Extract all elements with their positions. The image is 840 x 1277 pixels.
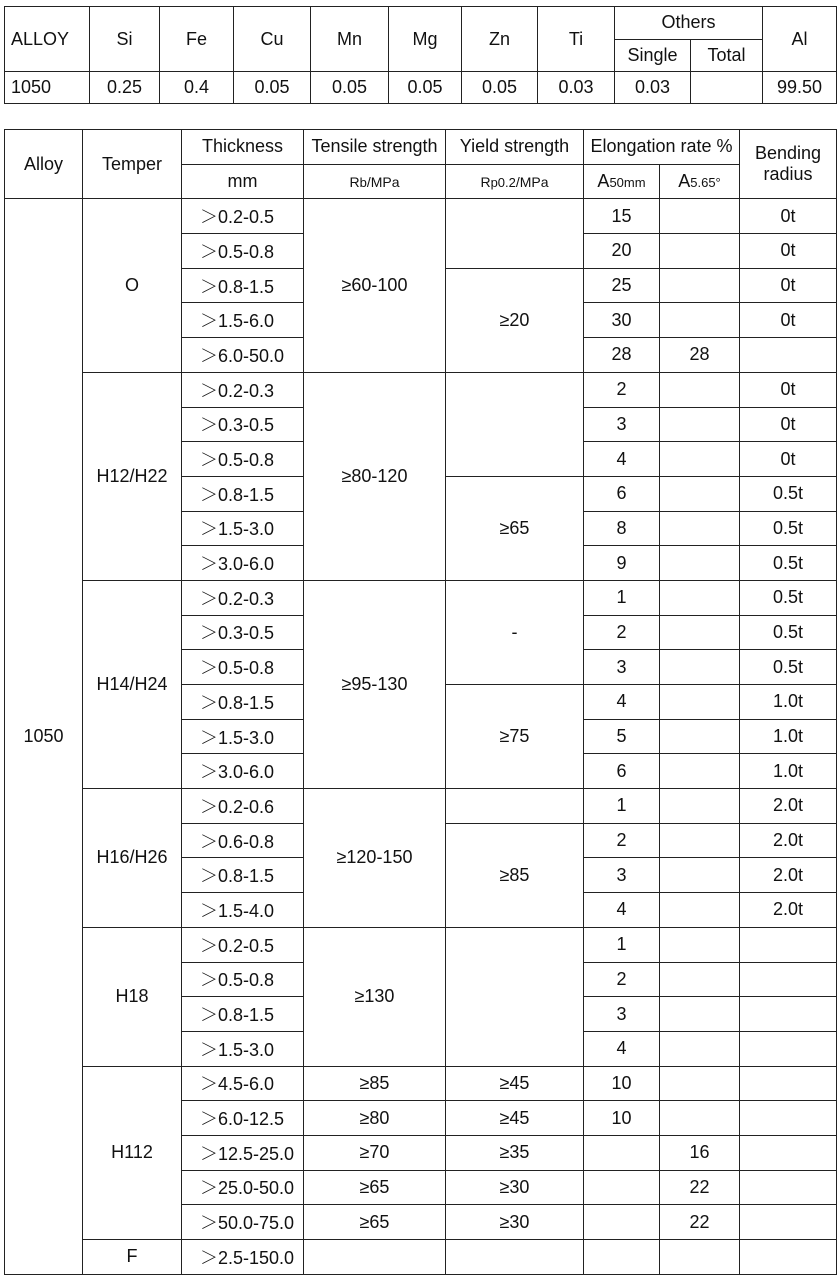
tensile-cell: ≥130 xyxy=(304,927,446,1066)
cell-zn: 0.05 xyxy=(462,72,538,104)
elongation-a50-cell: 1 xyxy=(584,789,660,824)
elongation-a50-cell: 30 xyxy=(584,303,660,338)
elongation-a565-cell xyxy=(660,1066,740,1101)
col-header-si: Si xyxy=(90,7,160,72)
thickness-cell: ＞1.5-4.0 xyxy=(182,893,304,928)
yield-cell xyxy=(446,372,584,476)
bending-radius-cell: 0.5t xyxy=(740,546,837,581)
elongation-a565-cell xyxy=(660,927,740,962)
elongation-a565-cell xyxy=(660,719,740,754)
col-header-yield-unit xyxy=(446,164,584,199)
elongation-a50-cell: 4 xyxy=(584,685,660,720)
elongation-a565-cell: 16 xyxy=(660,1135,740,1170)
elongation-a50-cell: 9 xyxy=(584,546,660,581)
col-header-tensile: Tensile strength xyxy=(304,130,446,165)
yield-cell xyxy=(446,789,584,824)
thickness-cell: ＞0.8-1.5 xyxy=(182,858,304,893)
col-header-mg: Mg xyxy=(389,7,462,72)
col-header-others: Others xyxy=(615,7,763,40)
yield-cell: ≥35 xyxy=(446,1135,584,1170)
bending-radius-cell: 0.5t xyxy=(740,580,837,615)
thickness-cell: ＞1.5-3.0 xyxy=(182,719,304,754)
elongation-a50-cell: 28 xyxy=(584,338,660,373)
thickness-cell: ＞1.5-6.0 xyxy=(182,303,304,338)
elongation-a565-cell xyxy=(660,1101,740,1136)
thickness-cell: ＞6.0-12.5 xyxy=(182,1101,304,1136)
table-row xyxy=(5,1066,837,1101)
cell-si: 0.25 xyxy=(90,72,160,104)
elongation-a50-cell: 25 xyxy=(584,268,660,303)
elongation-a50-cell: 2 xyxy=(584,372,660,407)
elongation-a50-cell: 4 xyxy=(584,1031,660,1066)
yield-cell: ≥85 xyxy=(446,823,584,927)
table-row xyxy=(5,1240,837,1275)
col-header-a565 xyxy=(660,164,740,199)
cell-fe: 0.4 xyxy=(160,72,234,104)
bending-radius-cell: 0.5t xyxy=(740,476,837,511)
yield-cell: ≥65 xyxy=(446,476,584,580)
yield-symbol: R xyxy=(480,173,491,190)
elongation-a565-cell xyxy=(660,199,740,234)
elongation-a565-cell xyxy=(660,303,740,338)
elongation-a565-cell xyxy=(660,546,740,581)
thickness-cell: ＞0.8-1.5 xyxy=(182,476,304,511)
elongation-a50-cell: 2 xyxy=(584,962,660,997)
yield-cell: ≥20 xyxy=(446,268,584,372)
temper-cell: H12/H22 xyxy=(83,372,182,580)
bending-radius-cell: 0t xyxy=(740,199,837,234)
bending-radius-cell: 0t xyxy=(740,234,837,269)
bending-radius-cell xyxy=(740,997,837,1032)
tensile-symbol: R xyxy=(349,173,360,190)
bending-radius-cell xyxy=(740,338,837,373)
elongation-a565-cell xyxy=(660,789,740,824)
thickness-cell: ＞0.2-0.5 xyxy=(182,199,304,234)
elongation-a50-cell: 6 xyxy=(584,476,660,511)
col-header-alloy: Alloy xyxy=(5,130,83,199)
thickness-cell: ＞0.2-0.3 xyxy=(182,372,304,407)
col-header-single: Single xyxy=(615,39,691,72)
tensile-cell: ≥60-100 xyxy=(304,199,446,372)
elongation-a50-cell xyxy=(584,1205,660,1240)
bending-radius-cell xyxy=(740,1170,837,1205)
elongation-a565-cell xyxy=(660,1031,740,1066)
tensile-cell: ≥95-130 xyxy=(304,580,446,788)
tensile-cell xyxy=(304,1240,446,1275)
thickness-cell: ＞2.5-150.0 xyxy=(182,1240,304,1275)
a565-subscript: 5.65° xyxy=(690,175,721,191)
elongation-a565-cell xyxy=(660,372,740,407)
elongation-a50-cell: 8 xyxy=(584,511,660,546)
tensile-cell: ≥65 xyxy=(304,1205,446,1240)
col-header-yield: Yield strength xyxy=(446,130,584,165)
thickness-cell: ＞50.0-75.0 xyxy=(182,1205,304,1240)
thickness-cell: ＞0.8-1.5 xyxy=(182,685,304,720)
bending-radius-cell: 2.0t xyxy=(740,823,837,858)
temper-cell: H18 xyxy=(83,927,182,1066)
bending-radius-cell: 0t xyxy=(740,407,837,442)
table-row xyxy=(5,789,837,824)
yield-cell xyxy=(446,1240,584,1275)
tensile-subscript: b xyxy=(359,174,367,190)
thickness-cell: ＞0.5-0.8 xyxy=(182,234,304,269)
yield-unit: /MPa xyxy=(515,173,549,190)
tensile-cell: ≥80 xyxy=(304,1101,446,1136)
tensile-cell: ≥80-120 xyxy=(304,372,446,580)
elongation-a50-cell: 10 xyxy=(584,1066,660,1101)
elongation-a50-cell xyxy=(584,1240,660,1275)
table-row xyxy=(5,927,837,962)
bending-radius-cell xyxy=(740,927,837,962)
composition-header-row xyxy=(5,7,837,40)
tensile-cell: ≥120-150 xyxy=(304,789,446,928)
yield-cell: ≥45 xyxy=(446,1066,584,1101)
a50-symbol: A xyxy=(597,171,610,192)
thickness-cell: ＞4.5-6.0 xyxy=(182,1066,304,1101)
thickness-cell: ＞6.0-50.0 xyxy=(182,338,304,373)
cell-cu: 0.05 xyxy=(234,72,311,104)
elongation-a565-cell xyxy=(660,442,740,477)
col-header-elongation: Elongation rate % xyxy=(584,130,740,165)
temper-cell: F xyxy=(83,1240,182,1275)
thickness-cell: ＞0.3-0.5 xyxy=(182,615,304,650)
bending-radius-cell: 2.0t xyxy=(740,789,837,824)
composition-table xyxy=(4,6,837,104)
bending-label-line2: radius xyxy=(763,164,813,185)
yield-cell: ≥75 xyxy=(446,685,584,789)
thickness-cell: ＞1.5-3.0 xyxy=(182,1031,304,1066)
elongation-a565-cell xyxy=(660,1240,740,1275)
col-header-temper: Temper xyxy=(83,130,182,199)
elongation-a565-cell xyxy=(660,234,740,269)
col-header-fe: Fe xyxy=(160,7,234,72)
elongation-a50-cell: 3 xyxy=(584,407,660,442)
elongation-a50-cell: 5 xyxy=(584,719,660,754)
bending-radius-cell: 0t xyxy=(740,372,837,407)
cell-single: 0.03 xyxy=(615,72,691,104)
temper-cell: H14/H24 xyxy=(83,580,182,788)
thickness-cell: ＞1.5-3.0 xyxy=(182,511,304,546)
elongation-a565-cell xyxy=(660,823,740,858)
col-header-a50 xyxy=(584,164,660,199)
table-row xyxy=(5,372,837,407)
col-header-mn: Mn xyxy=(311,7,389,72)
yield-cell: ≥45 xyxy=(446,1101,584,1136)
col-header-bending xyxy=(740,130,837,199)
elongation-a50-cell: 4 xyxy=(584,442,660,477)
bending-radius-cell xyxy=(740,1066,837,1101)
a565-symbol: A xyxy=(678,171,691,192)
bending-radius-cell xyxy=(740,1135,837,1170)
bending-radius-cell xyxy=(740,1205,837,1240)
elongation-a565-cell xyxy=(660,476,740,511)
thickness-cell: ＞25.0-50.0 xyxy=(182,1170,304,1205)
bending-radius-cell xyxy=(740,962,837,997)
yield-cell: ≥30 xyxy=(446,1205,584,1240)
bending-radius-cell: 0.5t xyxy=(740,511,837,546)
table-row xyxy=(5,199,837,234)
elongation-a565-cell xyxy=(660,511,740,546)
bending-radius-cell: 1.0t xyxy=(740,685,837,720)
tensile-cell: ≥70 xyxy=(304,1135,446,1170)
bending-radius-cell: 1.0t xyxy=(740,754,837,789)
thickness-cell: ＞0.5-0.8 xyxy=(182,962,304,997)
elongation-a565-cell xyxy=(660,407,740,442)
bending-radius-cell: 2.0t xyxy=(740,858,837,893)
mechanical-header-row xyxy=(5,130,837,165)
table-row xyxy=(5,580,837,615)
elongation-a50-cell xyxy=(584,1135,660,1170)
cell-mn: 0.05 xyxy=(311,72,389,104)
tensile-cell: ≥65 xyxy=(304,1170,446,1205)
elongation-a565-cell xyxy=(660,962,740,997)
thickness-cell: ＞0.5-0.8 xyxy=(182,442,304,477)
bending-radius-cell: 0t xyxy=(740,268,837,303)
tensile-cell: ≥85 xyxy=(304,1066,446,1101)
elongation-a50-cell: 2 xyxy=(584,615,660,650)
elongation-a565-cell xyxy=(660,685,740,720)
elongation-a565-cell xyxy=(660,268,740,303)
elongation-a50-cell xyxy=(584,1170,660,1205)
col-header-thickness-unit: mm xyxy=(182,164,304,199)
elongation-a50-cell: 6 xyxy=(584,754,660,789)
cell-total xyxy=(691,72,763,104)
col-header-ti: Ti xyxy=(538,7,615,72)
yield-subscript: p0.2 xyxy=(490,174,516,190)
a50-subscript: 50mm xyxy=(609,175,646,191)
elongation-a50-cell: 2 xyxy=(584,823,660,858)
col-header-total: Total xyxy=(691,39,763,72)
temper-cell: H16/H26 xyxy=(83,789,182,928)
temper-cell: H112 xyxy=(83,1066,182,1239)
bending-radius-cell xyxy=(740,1101,837,1136)
bending-radius-cell: 2.0t xyxy=(740,893,837,928)
col-header-alloy: ALLOY xyxy=(5,7,90,72)
bending-radius-cell: 0t xyxy=(740,442,837,477)
elongation-a565-cell xyxy=(660,858,740,893)
col-header-thickness: Thickness xyxy=(182,130,304,165)
elongation-a50-cell: 3 xyxy=(584,997,660,1032)
elongation-a50-cell: 1 xyxy=(584,927,660,962)
yield-cell xyxy=(446,927,584,1066)
thickness-cell: ＞3.0-6.0 xyxy=(182,754,304,789)
temper-cell: O xyxy=(83,199,182,372)
thickness-cell: ＞0.5-0.8 xyxy=(182,650,304,685)
thickness-cell: ＞12.5-25.0 xyxy=(182,1135,304,1170)
elongation-a565-cell: 22 xyxy=(660,1205,740,1240)
bending-radius-cell: 0t xyxy=(740,303,837,338)
col-header-zn: Zn xyxy=(462,7,538,72)
thickness-cell: ＞0.2-0.3 xyxy=(182,580,304,615)
thickness-cell: ＞0.8-1.5 xyxy=(182,997,304,1032)
elongation-a50-cell: 3 xyxy=(584,858,660,893)
bending-radius-cell: 0.5t xyxy=(740,650,837,685)
yield-cell: ≥30 xyxy=(446,1170,584,1205)
elongation-a50-cell: 1 xyxy=(584,580,660,615)
cell-alloy: 1050 xyxy=(5,72,90,104)
elongation-a50-cell: 15 xyxy=(584,199,660,234)
thickness-cell: ＞0.8-1.5 xyxy=(182,268,304,303)
bending-radius-cell: 1.0t xyxy=(740,719,837,754)
yield-cell xyxy=(446,199,584,268)
cell-mg: 0.05 xyxy=(389,72,462,104)
thickness-cell: ＞0.2-0.6 xyxy=(182,789,304,824)
thickness-cell: ＞0.3-0.5 xyxy=(182,407,304,442)
col-header-tensile-unit xyxy=(304,164,446,199)
elongation-a565-cell xyxy=(660,580,740,615)
cell-ti: 0.03 xyxy=(538,72,615,104)
tensile-unit: /MPa xyxy=(366,173,400,190)
yield-cell: - xyxy=(446,580,584,684)
col-header-cu: Cu xyxy=(234,7,311,72)
elongation-a565-cell xyxy=(660,893,740,928)
elongation-a565-cell xyxy=(660,650,740,685)
bending-radius-cell: 0.5t xyxy=(740,615,837,650)
elongation-a565-cell xyxy=(660,754,740,789)
elongation-a50-cell: 20 xyxy=(584,234,660,269)
elongation-a50-cell: 10 xyxy=(584,1101,660,1136)
bending-radius-cell xyxy=(740,1031,837,1066)
thickness-cell: ＞3.0-6.0 xyxy=(182,546,304,581)
mechanical-properties-table xyxy=(4,129,837,1275)
bending-label-line1: Bending xyxy=(754,143,822,164)
bending-radius-cell xyxy=(740,1240,837,1275)
elongation-a50-cell: 3 xyxy=(584,650,660,685)
cell-al: 99.50 xyxy=(763,72,837,104)
thickness-cell: ＞0.6-0.8 xyxy=(182,823,304,858)
alloy-cell: 1050 xyxy=(5,199,83,1274)
elongation-a565-cell: 28 xyxy=(660,338,740,373)
col-header-al: Al xyxy=(763,7,837,72)
elongation-a565-cell: 22 xyxy=(660,1170,740,1205)
elongation-a565-cell xyxy=(660,997,740,1032)
composition-data-row xyxy=(5,72,837,104)
elongation-a565-cell xyxy=(660,615,740,650)
thickness-cell: ＞0.2-0.5 xyxy=(182,927,304,962)
elongation-a50-cell: 4 xyxy=(584,893,660,928)
